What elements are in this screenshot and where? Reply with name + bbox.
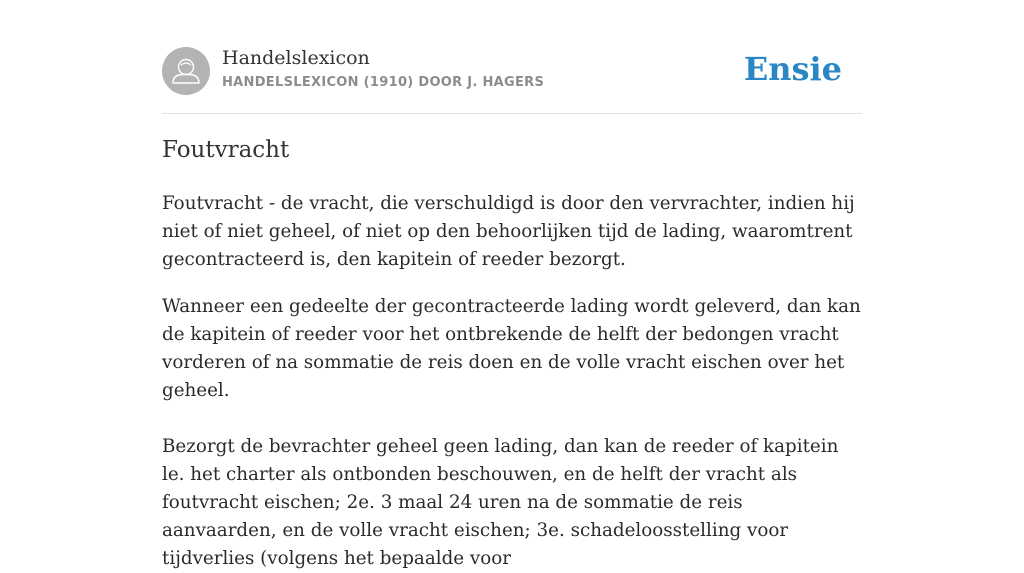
header-divider	[162, 113, 862, 114]
user-icon	[162, 47, 210, 95]
paragraph: Foutvracht - de vracht, die verschuldigd is door den vervrachter, indien hij niet of niet geheel, of niet op den behoorlijken tijd de lading, waaromtrent gecontracteerd is, den kapitein of reeder bezorgt.	[162, 193, 855, 270]
avatar[interactable]	[162, 47, 210, 95]
entry-body	[162, 190, 862, 573]
paragraph: Bezorgt de bevrachter geheel geen lading, dan kan de reeder of kapitein le. het charter als ontbonden beschouwen, en de helft der vracht als foutvracht eischen; 2e. 3 maal 24 uren na de sommatie de reis aanvaarden, en de volle vracht eischen; 3e. schadeloosstelling voor tijdverlies (volgens het bepaalde voor	[162, 436, 839, 569]
source-subtitle: HANDELSLEXICON (1910) DOOR J. HAGERS	[222, 75, 545, 90]
brand-logo[interactable]: Ensie	[743, 50, 842, 88]
paragraph: Wanneer een gedeelte der gecontracteerde lading wordt geleverd, dan kan de kapitein of reeder voor het ontbrekende de helft der bedongen vracht vorderen of na sommatie de reis doen en de volle vracht eischen over het geheel.	[162, 296, 861, 401]
entry-title: Foutvracht	[162, 137, 290, 163]
source-title[interactable]: Handelslexicon	[222, 47, 370, 69]
source-header	[162, 47, 862, 97]
